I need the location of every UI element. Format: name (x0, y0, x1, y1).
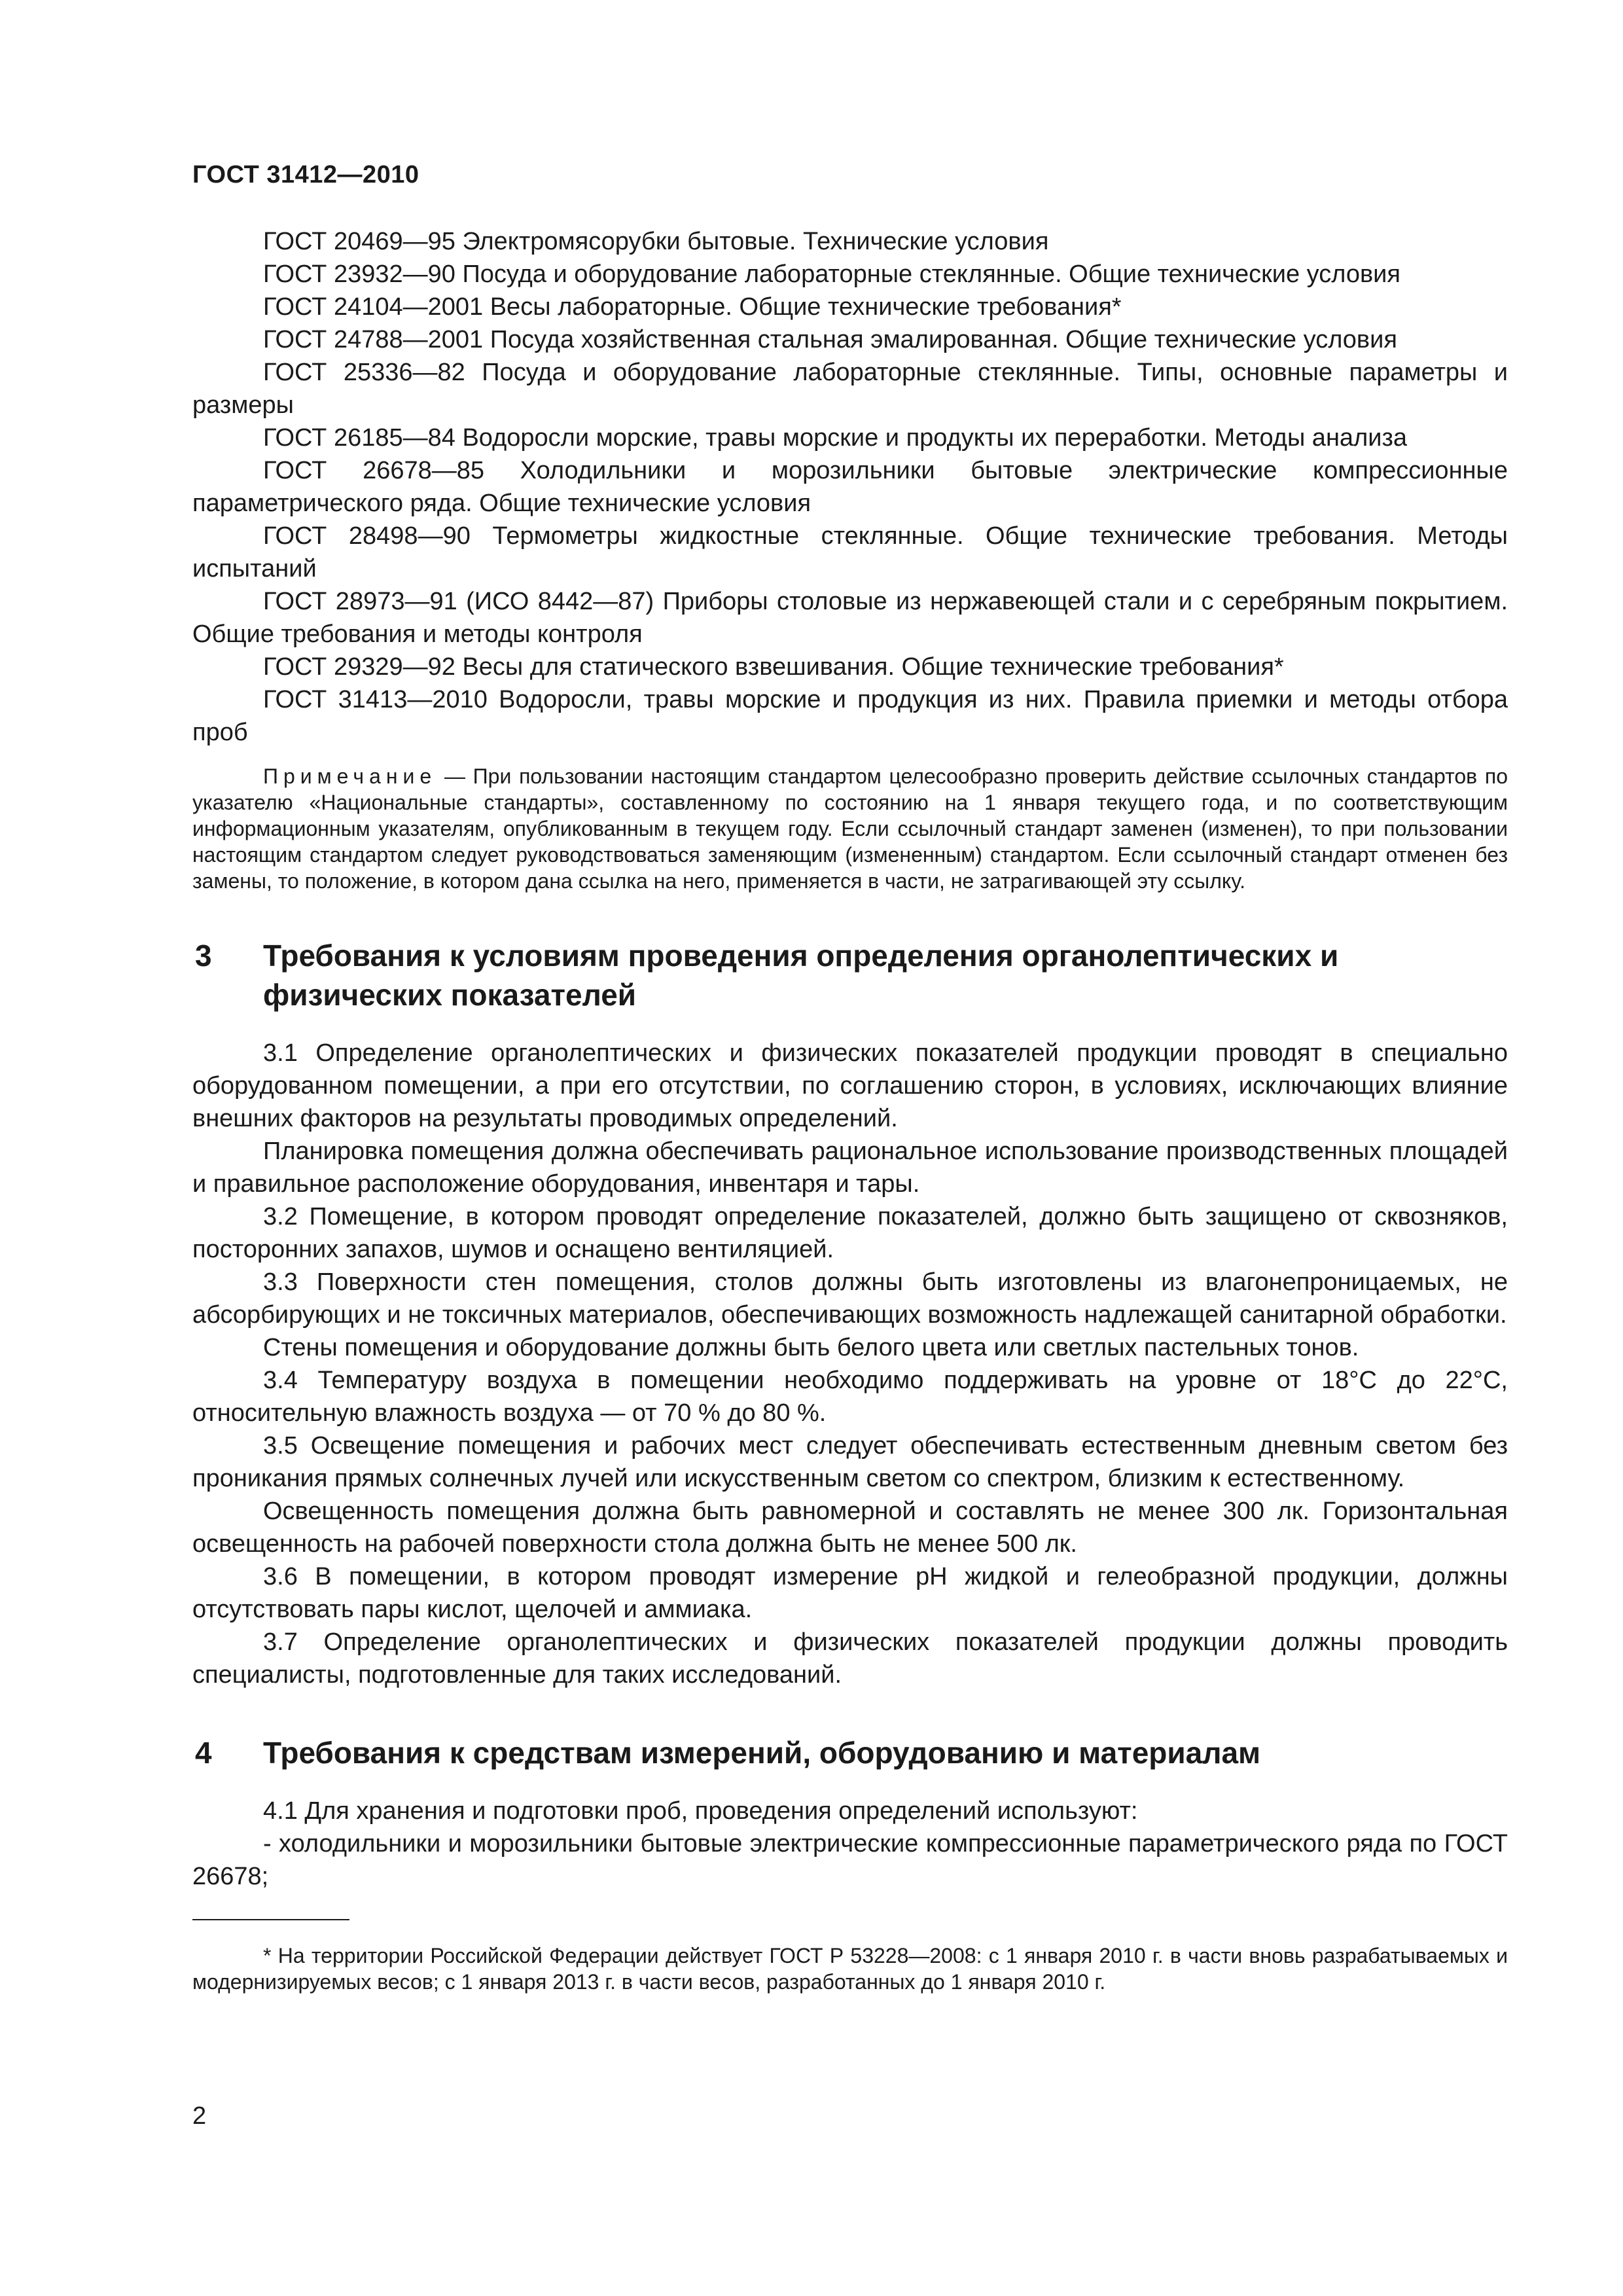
reference-item: ГОСТ 20469—95 Электромясорубки бытовые. Технические условия (263, 228, 1049, 255)
section-3-number: 3 (195, 939, 212, 973)
reference-item: ГОСТ 26185—84 Водоросли морские, травы морские и продукты их переработки. Методы анализа (263, 424, 1408, 452)
paragraph: Стены помещения и оборудование должны быть белого цвета или светлых пастельных тонов. (263, 1334, 1359, 1361)
paragraph: 3.7 Определение органолептических и физических показателей продукции должны проводить специалисты, подготовленные для таких исследований. (192, 1628, 1508, 1689)
reference-item: ГОСТ 26678—85 Холодильники и морозильники бытовые электрические компрессионные параметрического ряда. Общие технические условия (192, 457, 1508, 517)
paragraph: Освещенность помещения должна быть равномерной и составлять не менее 300 лк. Горизонтальная освещенность на рабочей поверхности стола должна быть не менее 500 лк. (192, 1498, 1508, 1558)
section-3-heading (192, 936, 1508, 1014)
paragraph: - холодильники и морозильники бытовые электрические компрессионные параметрического ряда по ГОСТ 26678; (192, 1830, 1508, 1890)
section-3-body (192, 1037, 1508, 1691)
footnote: * На территории Российской Федерации действует ГОСТ Р 53228—2008: с 1 января 2010 г. в части вновь разрабатываемых и модернизируемых весов; с 1 января 2013 г. в части весов, разработанных до 1 января 2010 г. (192, 1944, 1508, 1994)
paragraph: 3.5 Освещение помещения и рабочих мест следует обеспечивать естественным дневным светом без проникания прямых солнечных лучей или искусственным светом со спектром, близким к естественному. (192, 1432, 1508, 1492)
section-4-number: 4 (195, 1736, 212, 1770)
page-content (192, 225, 1508, 1995)
paragraph: 3.1 Определение органолептических и физических показателей продукции проводят в специально оборудованном помещении, а при его отсутствии, по соглашению сторон, в условиях, исключающих влияние внешних факторов на результаты проводимых определений. (192, 1039, 1508, 1132)
paragraph: 3.2 Помещение, в котором проводят определение показателей, должно быть защищено от сквозняков, посторонних запахов, шумов и оснащено вентиляцией. (192, 1203, 1508, 1263)
section-4-title: Требования к средствам измерений, оборудованию и материалам (263, 1736, 1261, 1770)
section-4-body (192, 1795, 1508, 1893)
reference-item: ГОСТ 25336—82 Посуда и оборудование лабораторные стеклянные. Типы, основные параметры и размеры (192, 359, 1508, 419)
note-text: — При пользовании настоящим стандартом целесообразно проверить действие ссылочных стандартов по указателю «Национальные стандарты», составленному по состоянию на 1 января текущего года, и по соответствующим информационным указателям, опубликованным в текущем году. Если ссылочный стандарт заменен (изменен), то при пользовании настоящим стандартом следует руководствоваться заменяющим (измененным) стандартом. Если ссылочный стандарт отменен без замены, то положение, в котором дана ссылка на него, применяется в части, не затрагивающей эту ссылку. (192, 764, 1508, 893)
note (192, 763, 1508, 894)
reference-item: ГОСТ 29329—92 Весы для статического взвешивания. Общие технические требования* (263, 653, 1284, 681)
section-3-title: Требования к условиям проведения определения органолептических и физических показателей (263, 939, 1339, 1012)
page-number: 2 (192, 2102, 207, 2130)
note-label: Примечание (263, 764, 437, 788)
document-header: ГОСТ 31412—2010 (192, 161, 419, 188)
reference-item: ГОСТ 23932—90 Посуда и оборудование лабораторные стеклянные. Общие технические условия (263, 260, 1400, 288)
paragraph: 3.4 Температуру воздуха в помещении необходимо поддерживать на уровне от 18°С до 22°С, относительную влажность воздуха — от 70 % до 80 %. (192, 1367, 1508, 1427)
footnote-separator (192, 1919, 349, 1920)
references-list (192, 225, 1508, 749)
reference-item: ГОСТ 24788—2001 Посуда хозяйственная стальная эмалированная. Общие технические условия (263, 326, 1397, 353)
reference-item: ГОСТ 28973—91 (ИСО 8442—87) Приборы столовые из нержавеющей стали и с серебряным покрытием. Общие требования и методы контроля (192, 588, 1508, 648)
reference-item: ГОСТ 28498—90 Термометры жидкостные стеклянные. Общие технические требования. Методы испытаний (192, 522, 1508, 583)
reference-item: ГОСТ 24104—2001 Весы лабораторные. Общие технические требования* (263, 293, 1122, 321)
paragraph: 4.1 Для хранения и подготовки проб, проведения определений используют: (263, 1797, 1138, 1825)
section-4-heading (192, 1733, 1508, 1772)
paragraph: 3.6 В помещении, в котором проводят измерение рН жидкой и гелеобразной продукции, должны отсутствовать пары кислот, щелочей и аммиака. (192, 1563, 1508, 1623)
reference-item: ГОСТ 31413—2010 Водоросли, травы морские и продукция из них. Правила приемки и методы отбора проб (192, 686, 1508, 746)
paragraph: 3.3 Поверхности стен помещения, столов должны быть изготовлены из влагонепроницаемых, не абсорбирующих и не токсичных материалов, обеспечивающих возможность надлежащей санитарной обработки. (192, 1268, 1508, 1329)
paragraph: Планировка помещения должна обеспечивать рациональное использование производственных площадей и правильное расположение оборудования, инвентаря и тары. (192, 1138, 1508, 1198)
